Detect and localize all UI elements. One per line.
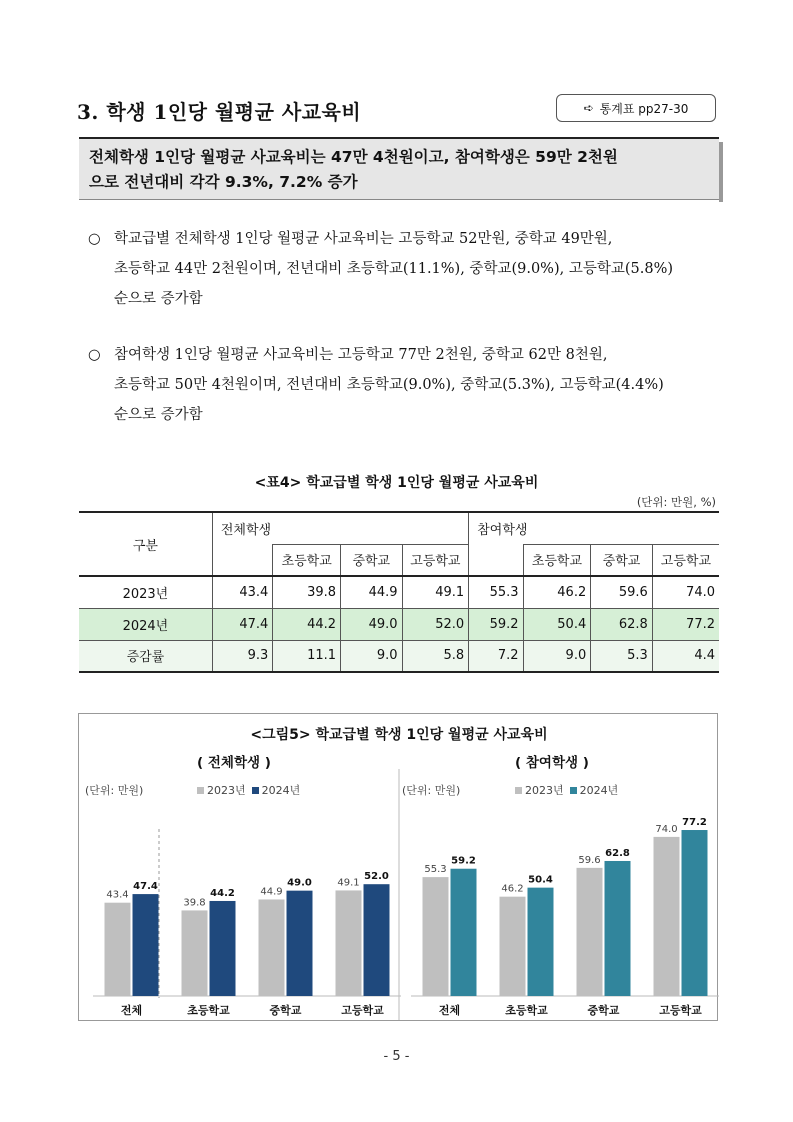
data-label: 52.0 [364, 871, 389, 883]
bar-2023 [259, 899, 285, 996]
table-cell: 5.3 [591, 640, 653, 672]
table-cell: 4.4 [652, 640, 719, 672]
header-all-elementary: 초등학교 [273, 544, 341, 576]
bar-2023 [654, 837, 680, 996]
header-group-all: 전체학생 [212, 512, 468, 544]
row-label: 2024년 [79, 608, 212, 640]
category-label: 초등학교 [187, 1004, 230, 1017]
category-label: 초등학교 [505, 1004, 548, 1017]
table-cell: 11.1 [273, 640, 341, 672]
bar-2024 [451, 869, 477, 996]
category-label: 고등학교 [341, 1004, 384, 1017]
bar-2024 [133, 894, 159, 996]
bullet-1-line-2: 초등학교 44만 2천원이며, 전년대비 초등학교(11.1%), 중학교(9.0%), 고등학교(5.8%) [114, 261, 674, 277]
table-cell: 9.0 [523, 640, 591, 672]
data-label: 44.9 [260, 886, 283, 898]
bar-2024 [605, 861, 631, 996]
bullet-2-line-1: 참여학생 1인당 월평균 사교육비는 고등학교 77만 2천원, 중학교 62만 8천원, [114, 347, 608, 363]
bar-2023 [500, 897, 526, 996]
bar-2024 [364, 884, 390, 996]
category-label: 중학교 [587, 1004, 620, 1017]
bullet-circle-icon: ○ [88, 231, 101, 247]
bar-2023 [105, 903, 131, 996]
data-label: 44.2 [210, 887, 235, 899]
header-part-total [469, 544, 523, 576]
bar-2024 [287, 891, 313, 996]
table-cell: 55.3 [469, 576, 523, 608]
bar-charts [79, 714, 719, 1022]
table-title: <표4> 학교급별 학생 1인당 월평균 사교육비 [254, 475, 539, 491]
table-cell: 39.8 [273, 576, 341, 608]
table-cell: 77.2 [652, 608, 719, 640]
table-cell: 59.2 [469, 608, 523, 640]
data-label: 39.8 [183, 897, 206, 909]
data-label: 49.1 [337, 877, 360, 889]
table-cell: 47.4 [212, 608, 273, 640]
data-label: 77.2 [682, 817, 707, 829]
right-unit-label: (단위: 만원) [402, 784, 461, 797]
table-cell: 5.8 [402, 640, 469, 672]
table-cell: 74.0 [652, 576, 719, 608]
reference-link[interactable] [556, 94, 716, 122]
header-part-elementary: 초등학교 [523, 544, 591, 576]
left-chart-title: ( 전체학생 ) [197, 755, 271, 771]
table-cell: 59.6 [591, 576, 653, 608]
stats-table [79, 511, 719, 673]
table-cell: 9.3 [212, 640, 273, 672]
data-label: 49.0 [287, 877, 312, 889]
bullet-1-line-3: 순으로 증가함 [114, 291, 203, 307]
bar-2024 [682, 830, 708, 996]
left-unit-label: (단위: 만원) [85, 784, 144, 797]
right-chart-title: ( 참여학생 ) [515, 755, 589, 771]
category-label: 고등학교 [659, 1004, 702, 1017]
table-cell: 52.0 [402, 608, 469, 640]
bar-2023 [423, 877, 449, 996]
table-row [79, 576, 719, 608]
legend-label-2023: 2023년 [525, 784, 564, 797]
bullet-2-line-2: 초등학교 50만 4천원이며, 전년대비 초등학교(9.0%), 중학교(5.3%), 고등학교(4.4%) [114, 377, 664, 393]
table-cell: 7.2 [469, 640, 523, 672]
summary-line-1: 전체학생 1인당 월평균 사교육비는 47만 4천원이고, 참여학생은 59만 2천원 [89, 148, 618, 166]
category-label: 전체 [438, 1004, 461, 1017]
legend-label-2023: 2023년 [207, 784, 246, 797]
summary-line-2: 으로 전년대비 각각 9.3%, 7.2% 증가 [89, 173, 358, 191]
table-cell: 9.0 [341, 640, 403, 672]
legend-label-2024: 2024년 [261, 784, 301, 797]
data-label: 55.3 [424, 864, 447, 876]
section-title: 3. 학생 1인당 월평균 사교육비 [77, 100, 362, 124]
data-label: 59.6 [578, 854, 601, 866]
bullet-circle-icon: ○ [88, 347, 101, 363]
header-all-middle: 중학교 [341, 544, 403, 576]
header-all-high: 고등학교 [402, 544, 469, 576]
arrow-icon: ➪ [583, 101, 594, 115]
bar-2024 [210, 901, 236, 996]
bar-2023 [336, 890, 362, 996]
row-label: 증감률 [79, 640, 212, 672]
data-label: 50.4 [528, 874, 553, 886]
category-label: 중학교 [269, 1004, 302, 1017]
figure-title: <그림5> 학교급별 학생 1인당 월평균 사교육비 [250, 727, 548, 743]
figure-box [78, 713, 718, 1021]
reference-label: 통계표 pp27-30 [599, 101, 689, 116]
bar-2023 [182, 910, 208, 996]
table-unit: (단위: 만원, %) [636, 495, 716, 509]
summary-box [79, 137, 719, 200]
data-label: 74.0 [655, 823, 678, 835]
header-all-total [212, 544, 273, 576]
bullet-2-line-3: 순으로 증가함 [114, 407, 203, 423]
page-number: - 5 - [383, 1049, 410, 1064]
bullet-1-line-1: 학교급별 전체학생 1인당 월평균 사교육비는 고등학교 52만원, 중학교 49만원, [114, 231, 613, 247]
data-label: 47.4 [133, 881, 158, 893]
header-part-high: 고등학교 [652, 544, 719, 576]
data-label: 59.2 [451, 855, 476, 867]
bar-2024 [528, 888, 554, 996]
header-category: 구분 [79, 512, 212, 576]
category-label: 전체 [120, 1004, 143, 1017]
table-cell: 62.8 [591, 608, 653, 640]
table-cell: 44.2 [273, 608, 341, 640]
bullet-paragraph-2 [88, 340, 728, 430]
table-row [79, 640, 719, 672]
table-cell: 49.0 [341, 608, 403, 640]
table-cell: 49.1 [402, 576, 469, 608]
data-label: 43.4 [106, 889, 129, 901]
header-part-middle: 중학교 [591, 544, 653, 576]
table-cell: 46.2 [523, 576, 591, 608]
row-label: 2023년 [79, 576, 212, 608]
data-label: 46.2 [501, 883, 524, 895]
table-row [79, 608, 719, 640]
legend-label-2024: 2024년 [579, 784, 619, 797]
bar-2023 [577, 868, 603, 996]
table-cell: 44.9 [341, 576, 403, 608]
table-cell: 43.4 [212, 576, 273, 608]
table-cell: 50.4 [523, 608, 591, 640]
data-label: 62.8 [605, 847, 630, 859]
bullet-paragraph-1 [88, 224, 728, 314]
header-group-participants: 참여학생 [469, 512, 719, 544]
